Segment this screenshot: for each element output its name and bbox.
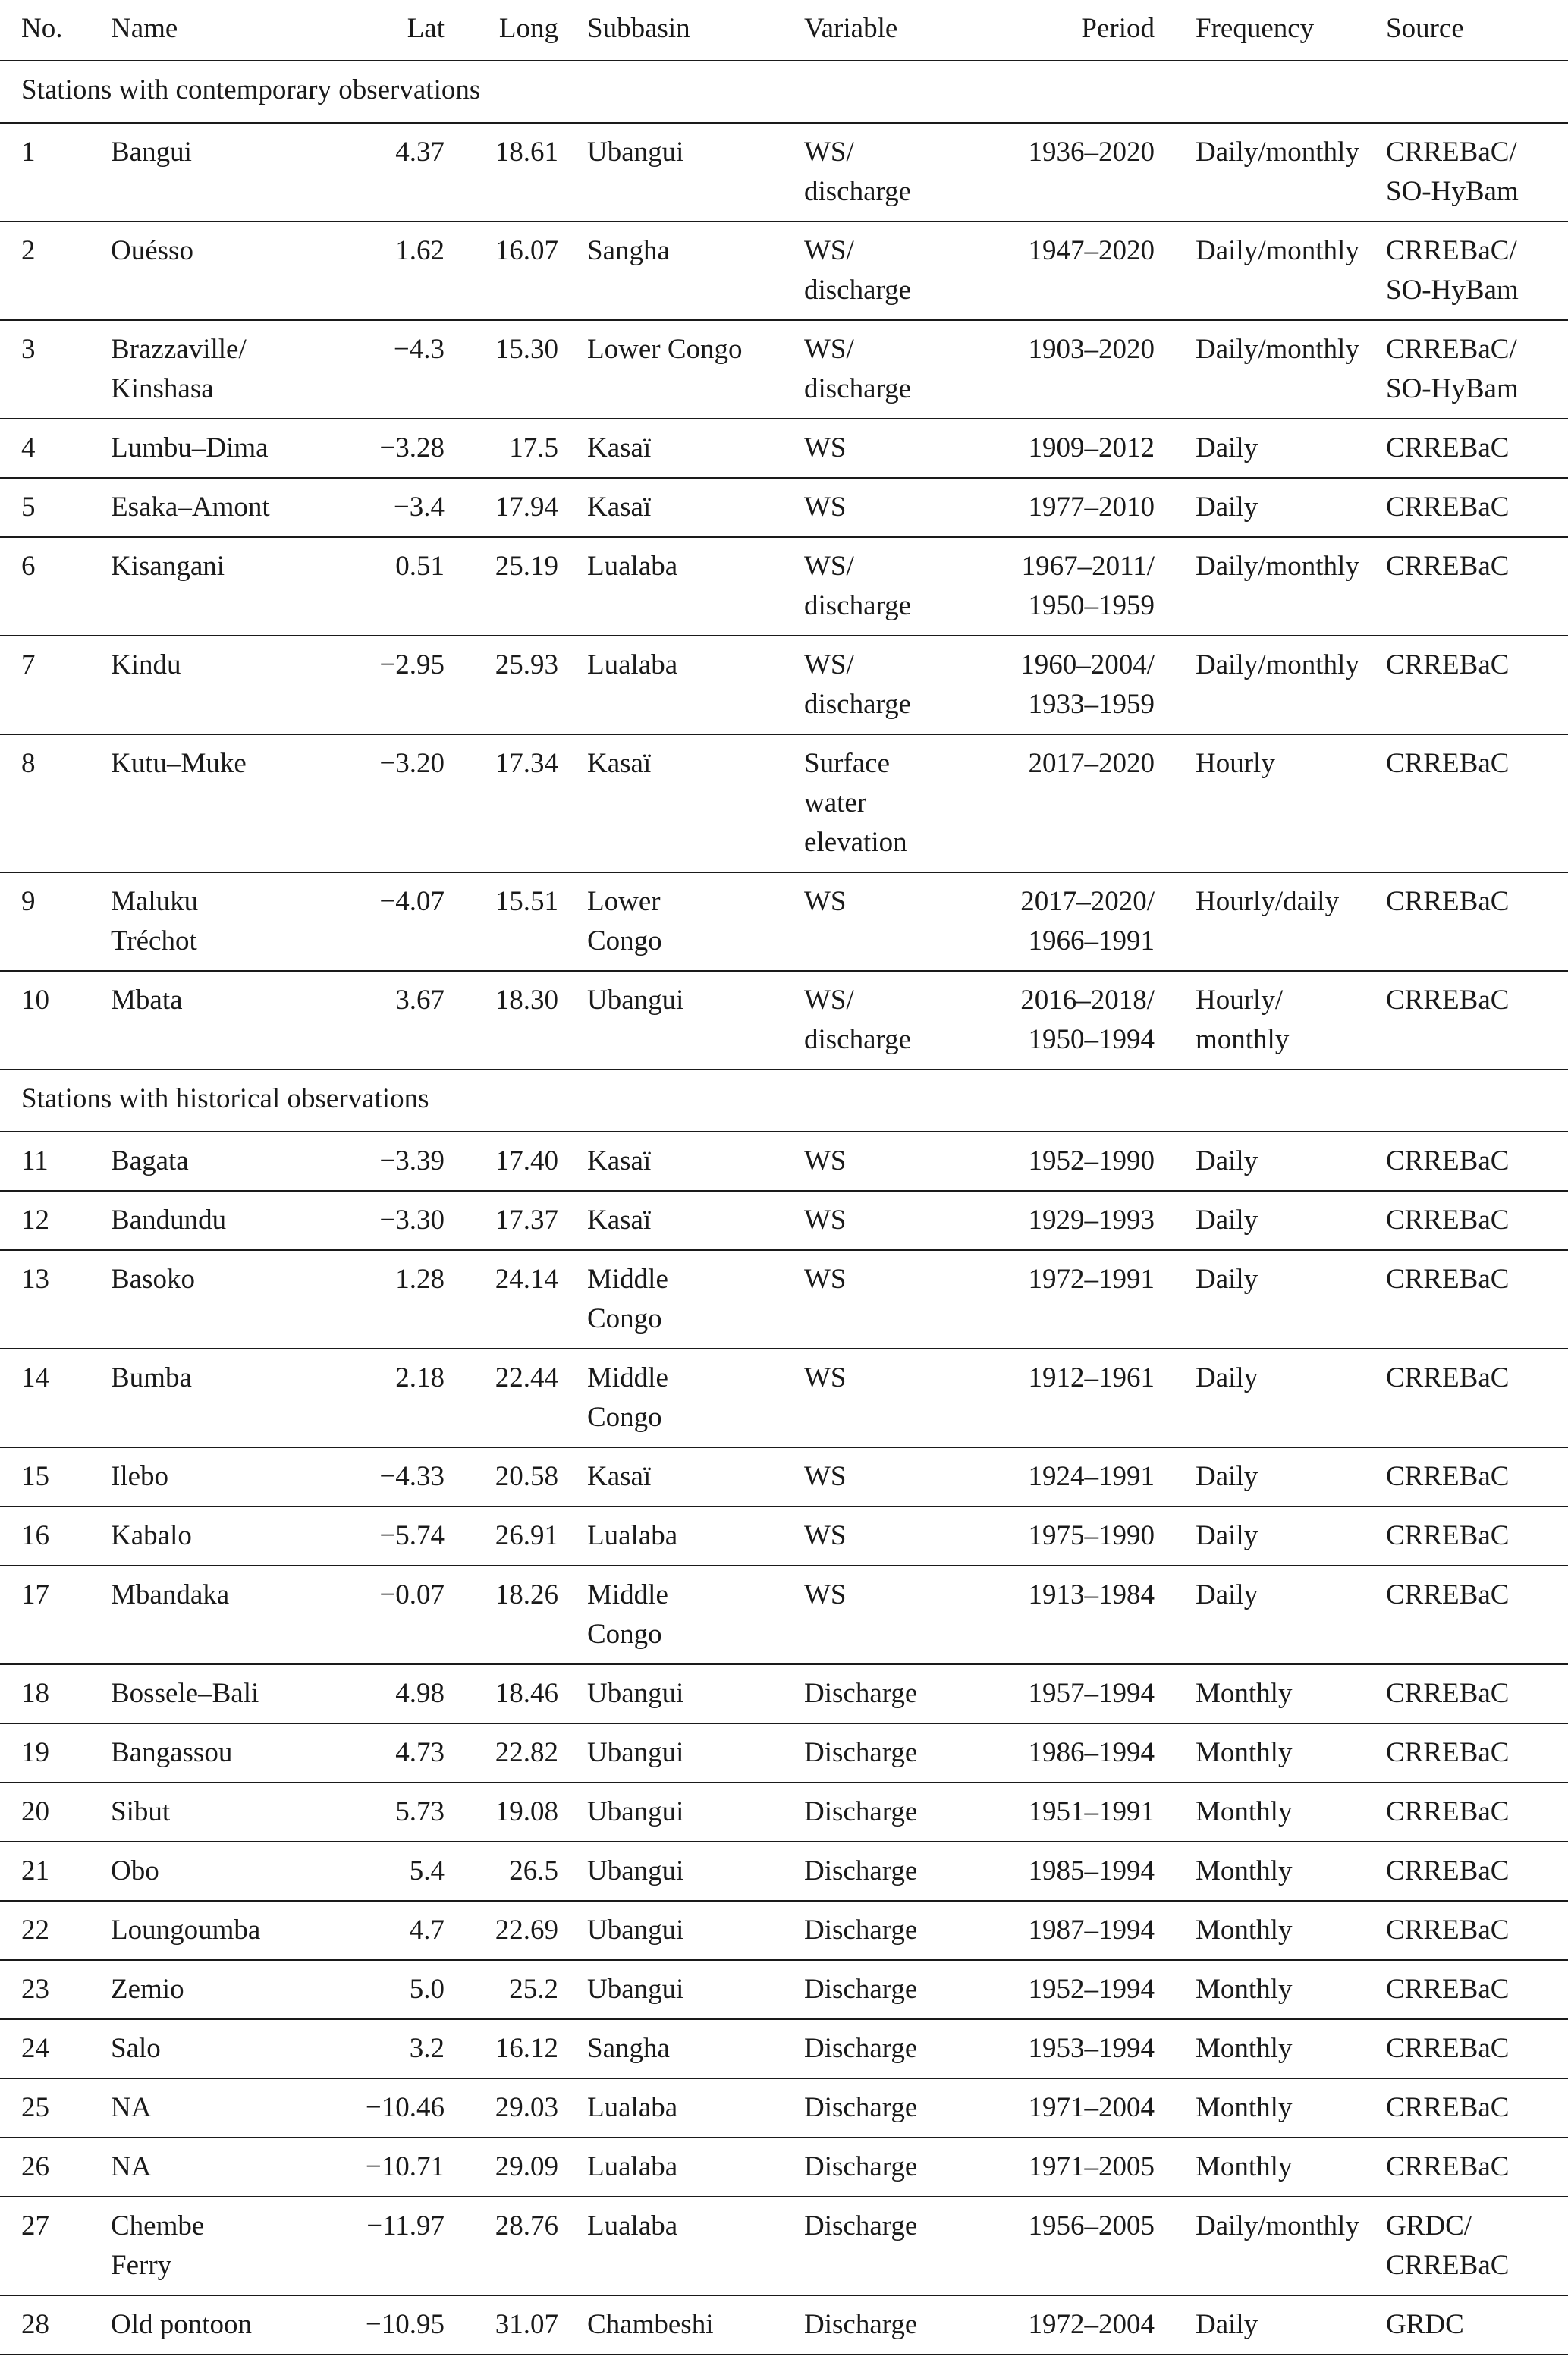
cell-lat: 1.28 bbox=[294, 1250, 445, 1349]
cell-name: NA bbox=[90, 2078, 294, 2138]
cell-no: 23 bbox=[0, 1960, 90, 2019]
cell-no: 12 bbox=[0, 1191, 90, 1250]
cell-variable: WS/ discharge bbox=[775, 320, 939, 419]
cell-source: CRREBaC bbox=[1383, 478, 1568, 537]
cell-period: 1912–1961 bbox=[939, 1349, 1155, 1447]
cell-subbasin: Chambeshi bbox=[558, 2295, 775, 2354]
cell-lat: 3.67 bbox=[294, 971, 445, 1070]
cell-lat: 5.4 bbox=[294, 1842, 445, 1901]
cell-variable: Discharge bbox=[775, 1901, 939, 1960]
section-historical-label: Stations with historical observations bbox=[0, 1070, 1568, 1132]
cell-name: Kutu–Muke bbox=[90, 734, 294, 872]
cell-name: Bumba bbox=[90, 1349, 294, 1447]
cell-variable: WS/ discharge bbox=[775, 636, 939, 734]
cell-subbasin: Middle Congo bbox=[558, 1566, 775, 1664]
cell-subbasin: Lower Congo bbox=[558, 872, 775, 971]
cell-source: CRREBaC bbox=[1383, 1901, 1568, 1960]
cell-lat: −3.20 bbox=[294, 734, 445, 872]
table-row bbox=[0, 419, 1568, 478]
table-row bbox=[0, 537, 1568, 636]
cell-period: 1903–2020 bbox=[939, 320, 1155, 419]
cell-long: 20.58 bbox=[445, 1447, 558, 1506]
cell-variable: WS bbox=[775, 1132, 939, 1191]
cell-subbasin: Kasaï bbox=[558, 734, 775, 872]
cell-no: 15 bbox=[0, 1447, 90, 1506]
cell-name: Ilebo bbox=[90, 1447, 294, 1506]
table-row bbox=[0, 123, 1568, 221]
cell-name: Mbandaka bbox=[90, 1566, 294, 1664]
cell-source: CRREBaC bbox=[1383, 2078, 1568, 2138]
cell-no: 26 bbox=[0, 2138, 90, 2197]
cell-name: Kisangani bbox=[90, 537, 294, 636]
cell-lat: 4.37 bbox=[294, 123, 445, 221]
table-row bbox=[0, 1132, 1568, 1191]
cell-subbasin: Ubangui bbox=[558, 1723, 775, 1783]
cell-no: 18 bbox=[0, 1664, 90, 1723]
cell-source: CRREBaC bbox=[1383, 1349, 1568, 1447]
section-contemporary-label: Stations with contemporary observations bbox=[0, 61, 1568, 123]
cell-frequency: Daily bbox=[1155, 2295, 1383, 2354]
cell-subbasin: Ubangui bbox=[558, 123, 775, 221]
cell-name: Esaka–Amont bbox=[90, 478, 294, 537]
table-row bbox=[0, 734, 1568, 872]
cell-frequency: Monthly bbox=[1155, 1901, 1383, 1960]
cell-long: 15.51 bbox=[445, 872, 558, 971]
cell-variable: Discharge bbox=[775, 1960, 939, 2019]
cell-no: 10 bbox=[0, 971, 90, 1070]
cell-period: 2016–2018/ 1950–1994 bbox=[939, 971, 1155, 1070]
cell-source: CRREBaC bbox=[1383, 1842, 1568, 1901]
cell-frequency: Daily bbox=[1155, 1349, 1383, 1447]
cell-subbasin: Ubangui bbox=[558, 1783, 775, 1842]
cell-frequency: Daily bbox=[1155, 1506, 1383, 1566]
cell-source: CRREBaC bbox=[1383, 2138, 1568, 2197]
cell-name: Sibut bbox=[90, 1783, 294, 1842]
cell-name: Kindu bbox=[90, 636, 294, 734]
cell-source: CRREBaC bbox=[1383, 1566, 1568, 1664]
cell-subbasin: Ubangui bbox=[558, 971, 775, 1070]
table-row bbox=[0, 2019, 1568, 2078]
cell-period: 2017–2020 bbox=[939, 734, 1155, 872]
header-row bbox=[0, 0, 1568, 61]
cell-lat: −2.95 bbox=[294, 636, 445, 734]
cell-frequency: Monthly bbox=[1155, 1664, 1383, 1723]
cell-no: 28 bbox=[0, 2295, 90, 2354]
cell-variable: Discharge bbox=[775, 2019, 939, 2078]
cell-subbasin: Middle Congo bbox=[558, 1349, 775, 1447]
cell-lat: −4.33 bbox=[294, 1447, 445, 1506]
cell-lat: −3.39 bbox=[294, 1132, 445, 1191]
cell-variable: Discharge bbox=[775, 1723, 939, 1783]
cell-lat: 4.98 bbox=[294, 1664, 445, 1723]
header-long: Long bbox=[445, 0, 558, 61]
cell-frequency: Daily/monthly bbox=[1155, 2197, 1383, 2295]
cell-long: 18.26 bbox=[445, 1566, 558, 1664]
cell-lat: −3.28 bbox=[294, 419, 445, 478]
cell-frequency: Hourly/daily bbox=[1155, 872, 1383, 971]
table-row bbox=[0, 320, 1568, 419]
cell-source: CRREBaC/ SO-HyBam bbox=[1383, 320, 1568, 419]
cell-period: 1971–2005 bbox=[939, 2138, 1155, 2197]
cell-subbasin: Lualaba bbox=[558, 1506, 775, 1566]
cell-no: 3 bbox=[0, 320, 90, 419]
cell-long: 19.08 bbox=[445, 1783, 558, 1842]
cell-no: 9 bbox=[0, 872, 90, 971]
cell-source: CRREBaC bbox=[1383, 537, 1568, 636]
header-source: Source bbox=[1383, 0, 1568, 61]
cell-subbasin: Sangha bbox=[558, 2019, 775, 2078]
cell-variable: WS bbox=[775, 1566, 939, 1664]
cell-subbasin: Kasaï bbox=[558, 478, 775, 537]
cell-subbasin: Lualaba bbox=[558, 636, 775, 734]
cell-name: Bandundu bbox=[90, 1191, 294, 1250]
cell-frequency: Monthly bbox=[1155, 1723, 1383, 1783]
cell-variable: Discharge bbox=[775, 2078, 939, 2138]
table-row bbox=[0, 1783, 1568, 1842]
cell-lat: −10.95 bbox=[294, 2295, 445, 2354]
cell-lat: −11.97 bbox=[294, 2197, 445, 2295]
table-row bbox=[0, 2295, 1568, 2354]
cell-variable: Discharge bbox=[775, 2138, 939, 2197]
cell-subbasin: Ubangui bbox=[558, 1842, 775, 1901]
cell-source: CRREBaC/ SO-HyBam bbox=[1383, 221, 1568, 320]
cell-name: Mbata bbox=[90, 971, 294, 1070]
cell-no: 4 bbox=[0, 419, 90, 478]
cell-period: 1936–2020 bbox=[939, 123, 1155, 221]
cell-period: 1977–2010 bbox=[939, 478, 1155, 537]
cell-variable: Discharge bbox=[775, 1783, 939, 1842]
cell-source: CRREBaC bbox=[1383, 1447, 1568, 1506]
section-historical bbox=[0, 1070, 1568, 1132]
cell-variable: WS bbox=[775, 872, 939, 971]
table-row bbox=[0, 1842, 1568, 1901]
cell-variable: Discharge bbox=[775, 2295, 939, 2354]
header-variable: Variable bbox=[775, 0, 939, 61]
cell-lat: 5.73 bbox=[294, 1783, 445, 1842]
cell-lat: 2.18 bbox=[294, 1349, 445, 1447]
table-row bbox=[0, 1250, 1568, 1349]
cell-lat: 3.2 bbox=[294, 2019, 445, 2078]
cell-period: 1986–1994 bbox=[939, 1723, 1155, 1783]
cell-lat: −10.46 bbox=[294, 2078, 445, 2138]
cell-subbasin: Lualaba bbox=[558, 537, 775, 636]
cell-subbasin: Kasaï bbox=[558, 1191, 775, 1250]
cell-subbasin: Kasaï bbox=[558, 419, 775, 478]
table-row bbox=[0, 1506, 1568, 1566]
header-subbasin: Subbasin bbox=[558, 0, 775, 61]
cell-frequency: Daily bbox=[1155, 1132, 1383, 1191]
cell-no: 21 bbox=[0, 1842, 90, 1901]
cell-period: 1971–2004 bbox=[939, 2078, 1155, 2138]
cell-variable: Surface water elevation bbox=[775, 734, 939, 872]
cell-long: 29.09 bbox=[445, 2138, 558, 2197]
cell-name: Bangui bbox=[90, 123, 294, 221]
cell-no: 5 bbox=[0, 478, 90, 537]
header-lat: Lat bbox=[294, 0, 445, 61]
cell-no: 1 bbox=[0, 123, 90, 221]
cell-frequency: Monthly bbox=[1155, 2138, 1383, 2197]
cell-long: 25.19 bbox=[445, 537, 558, 636]
table-header bbox=[0, 0, 1568, 61]
cell-period: 1972–2004 bbox=[939, 2295, 1155, 2354]
cell-lat: 0.51 bbox=[294, 537, 445, 636]
cell-long: 24.14 bbox=[445, 1250, 558, 1349]
cell-frequency: Daily/monthly bbox=[1155, 320, 1383, 419]
cell-name: Bagata bbox=[90, 1132, 294, 1191]
cell-name: Old pontoon bbox=[90, 2295, 294, 2354]
cell-lat: −0.07 bbox=[294, 1566, 445, 1664]
table-row bbox=[0, 872, 1568, 971]
table-row bbox=[0, 1349, 1568, 1447]
cell-period: 1909–2012 bbox=[939, 419, 1155, 478]
cell-name: Basoko bbox=[90, 1250, 294, 1349]
cell-variable: WS bbox=[775, 478, 939, 537]
cell-no: 8 bbox=[0, 734, 90, 872]
cell-source: CRREBaC bbox=[1383, 1664, 1568, 1723]
cell-no: 7 bbox=[0, 636, 90, 734]
cell-variable: WS/ discharge bbox=[775, 123, 939, 221]
cell-long: 17.94 bbox=[445, 478, 558, 537]
cell-period: 1967–2011/ 1950–1959 bbox=[939, 537, 1155, 636]
cell-name: Chembe Ferry bbox=[90, 2197, 294, 2295]
cell-no: 6 bbox=[0, 537, 90, 636]
cell-subbasin: Lualaba bbox=[558, 2138, 775, 2197]
cell-variable: WS bbox=[775, 1191, 939, 1250]
cell-long: 22.44 bbox=[445, 1349, 558, 1447]
cell-source: CRREBaC bbox=[1383, 872, 1568, 971]
cell-subbasin: Kasaï bbox=[558, 1132, 775, 1191]
cell-variable: WS/ discharge bbox=[775, 971, 939, 1070]
cell-name: NA bbox=[90, 2138, 294, 2197]
cell-no: 24 bbox=[0, 2019, 90, 2078]
cell-period: 1972–1991 bbox=[939, 1250, 1155, 1349]
cell-source: CRREBaC bbox=[1383, 1960, 1568, 2019]
cell-long: 26.91 bbox=[445, 1506, 558, 1566]
cell-period: 1985–1994 bbox=[939, 1842, 1155, 1901]
cell-period: 1947–2020 bbox=[939, 221, 1155, 320]
cell-variable: Discharge bbox=[775, 1842, 939, 1901]
cell-no: 11 bbox=[0, 1132, 90, 1191]
section-contemporary bbox=[0, 61, 1568, 123]
cell-long: 17.40 bbox=[445, 1132, 558, 1191]
cell-lat: −3.4 bbox=[294, 478, 445, 537]
cell-source: GRDC bbox=[1383, 2295, 1568, 2354]
cell-name: Brazzaville/ Kinshasa bbox=[90, 320, 294, 419]
cell-name: Loungoumba bbox=[90, 1901, 294, 1960]
cell-frequency: Hourly bbox=[1155, 734, 1383, 872]
cell-name: Obo bbox=[90, 1842, 294, 1901]
cell-long: 17.34 bbox=[445, 734, 558, 872]
cell-long: 18.46 bbox=[445, 1664, 558, 1723]
cell-long: 17.37 bbox=[445, 1191, 558, 1250]
cell-source: GRDC/ CRREBaC bbox=[1383, 2197, 1568, 2295]
cell-period: 1953–1994 bbox=[939, 2019, 1155, 2078]
cell-name: Bossele–Bali bbox=[90, 1664, 294, 1723]
cell-source: CRREBaC bbox=[1383, 1250, 1568, 1349]
header-frequency: Frequency bbox=[1155, 0, 1383, 61]
cell-variable: WS/ discharge bbox=[775, 537, 939, 636]
cell-no: 2 bbox=[0, 221, 90, 320]
cell-name: Lumbu–Dima bbox=[90, 419, 294, 478]
cell-subbasin: Ubangui bbox=[558, 1960, 775, 2019]
cell-name: Bangassou bbox=[90, 1723, 294, 1783]
cell-lat: −3.30 bbox=[294, 1191, 445, 1250]
cell-frequency: Monthly bbox=[1155, 1960, 1383, 2019]
cell-period: 1924–1991 bbox=[939, 1447, 1155, 1506]
table-row bbox=[0, 1191, 1568, 1250]
cell-source: CRREBaC bbox=[1383, 419, 1568, 478]
cell-variable: WS bbox=[775, 1349, 939, 1447]
cell-period: 1957–1994 bbox=[939, 1664, 1155, 1723]
cell-source: CRREBaC bbox=[1383, 1191, 1568, 1250]
cell-long: 22.82 bbox=[445, 1723, 558, 1783]
cell-long: 22.69 bbox=[445, 1901, 558, 1960]
cell-long: 29.03 bbox=[445, 2078, 558, 2138]
cell-no: 14 bbox=[0, 1349, 90, 1447]
cell-frequency: Daily/monthly bbox=[1155, 537, 1383, 636]
cell-no: 20 bbox=[0, 1783, 90, 1842]
cell-frequency: Monthly bbox=[1155, 2078, 1383, 2138]
table-row bbox=[0, 478, 1568, 537]
cell-variable: Discharge bbox=[775, 1664, 939, 1723]
cell-long: 15.30 bbox=[445, 320, 558, 419]
cell-no: 19 bbox=[0, 1723, 90, 1783]
table-row bbox=[0, 2078, 1568, 2138]
table-row bbox=[0, 1566, 1568, 1664]
header-no: No. bbox=[0, 0, 90, 61]
cell-long: 16.07 bbox=[445, 221, 558, 320]
cell-source: CRREBaC/ SO-HyBam bbox=[1383, 123, 1568, 221]
cell-source: CRREBaC bbox=[1383, 971, 1568, 1070]
cell-frequency: Daily bbox=[1155, 478, 1383, 537]
cell-frequency: Daily bbox=[1155, 1250, 1383, 1349]
cell-source: CRREBaC bbox=[1383, 734, 1568, 872]
cell-long: 18.30 bbox=[445, 971, 558, 1070]
cell-source: CRREBaC bbox=[1383, 1723, 1568, 1783]
cell-frequency: Monthly bbox=[1155, 1783, 1383, 1842]
cell-lat: 4.7 bbox=[294, 1901, 445, 1960]
cell-frequency: Monthly bbox=[1155, 2019, 1383, 2078]
cell-name: Kabalo bbox=[90, 1506, 294, 1566]
cell-period: 1975–1990 bbox=[939, 1506, 1155, 1566]
cell-frequency: Monthly bbox=[1155, 1842, 1383, 1901]
table-row bbox=[0, 636, 1568, 734]
cell-frequency: Hourly/ monthly bbox=[1155, 971, 1383, 1070]
cell-frequency: Daily bbox=[1155, 419, 1383, 478]
cell-variable: WS bbox=[775, 1506, 939, 1566]
cell-no: 16 bbox=[0, 1506, 90, 1566]
cell-subbasin: Lower Congo bbox=[558, 320, 775, 419]
table-row bbox=[0, 1901, 1568, 1960]
cell-long: 18.61 bbox=[445, 123, 558, 221]
table-row bbox=[0, 1960, 1568, 2019]
cell-long: 26.5 bbox=[445, 1842, 558, 1901]
cell-subbasin: Ubangui bbox=[558, 1901, 775, 1960]
table-row bbox=[0, 221, 1568, 320]
cell-name: Maluku Tréchot bbox=[90, 872, 294, 971]
cell-period: 2017–2020/ 1966–1991 bbox=[939, 872, 1155, 971]
cell-long: 17.5 bbox=[445, 419, 558, 478]
cell-source: CRREBaC bbox=[1383, 636, 1568, 734]
cell-long: 25.2 bbox=[445, 1960, 558, 2019]
cell-source: CRREBaC bbox=[1383, 2019, 1568, 2078]
cell-frequency: Daily bbox=[1155, 1566, 1383, 1664]
cell-source: CRREBaC bbox=[1383, 1506, 1568, 1566]
cell-subbasin: Sangha bbox=[558, 221, 775, 320]
table-row bbox=[0, 2197, 1568, 2295]
header-name: Name bbox=[90, 0, 294, 61]
cell-lat: 4.73 bbox=[294, 1723, 445, 1783]
cell-variable: WS bbox=[775, 1447, 939, 1506]
cell-period: 1960–2004/ 1933–1959 bbox=[939, 636, 1155, 734]
cell-subbasin: Lualaba bbox=[558, 2197, 775, 2295]
header-period: Period bbox=[939, 0, 1155, 61]
cell-subbasin: Middle Congo bbox=[558, 1250, 775, 1349]
cell-source: CRREBaC bbox=[1383, 1783, 1568, 1842]
cell-variable: WS/ discharge bbox=[775, 221, 939, 320]
cell-variable: Discharge bbox=[775, 2197, 939, 2295]
cell-long: 25.93 bbox=[445, 636, 558, 734]
cell-lat: −5.74 bbox=[294, 1506, 445, 1566]
table-row bbox=[0, 1664, 1568, 1723]
cell-no: 27 bbox=[0, 2197, 90, 2295]
cell-period: 1956–2005 bbox=[939, 2197, 1155, 2295]
cell-name: Ouésso bbox=[90, 221, 294, 320]
cell-long: 28.76 bbox=[445, 2197, 558, 2295]
cell-no: 22 bbox=[0, 1901, 90, 1960]
cell-frequency: Daily/monthly bbox=[1155, 123, 1383, 221]
cell-subbasin: Kasaï bbox=[558, 1447, 775, 1506]
cell-lat: 1.62 bbox=[294, 221, 445, 320]
table-row bbox=[0, 1447, 1568, 1506]
cell-name: Zemio bbox=[90, 1960, 294, 2019]
cell-period: 1987–1994 bbox=[939, 1901, 1155, 1960]
cell-no: 17 bbox=[0, 1566, 90, 1664]
cell-period: 1929–1993 bbox=[939, 1191, 1155, 1250]
cell-lat: 5.0 bbox=[294, 1960, 445, 2019]
cell-frequency: Daily bbox=[1155, 1191, 1383, 1250]
cell-name: Salo bbox=[90, 2019, 294, 2078]
cell-lat: −4.07 bbox=[294, 872, 445, 971]
table-row bbox=[0, 1723, 1568, 1783]
cell-variable: WS bbox=[775, 419, 939, 478]
cell-subbasin: Ubangui bbox=[558, 1664, 775, 1723]
cell-period: 1952–1994 bbox=[939, 1960, 1155, 2019]
cell-long: 31.07 bbox=[445, 2295, 558, 2354]
cell-source: CRREBaC bbox=[1383, 1132, 1568, 1191]
cell-subbasin: Lualaba bbox=[558, 2078, 775, 2138]
cell-period: 1951–1991 bbox=[939, 1783, 1155, 1842]
cell-frequency: Daily bbox=[1155, 1447, 1383, 1506]
cell-variable: WS bbox=[775, 1250, 939, 1349]
cell-period: 1913–1984 bbox=[939, 1566, 1155, 1664]
cell-long: 16.12 bbox=[445, 2019, 558, 2078]
cell-frequency: Daily/monthly bbox=[1155, 636, 1383, 734]
cell-no: 13 bbox=[0, 1250, 90, 1349]
cell-lat: −10.71 bbox=[294, 2138, 445, 2197]
table-row bbox=[0, 971, 1568, 1070]
table-body bbox=[0, 61, 1568, 2354]
cell-period: 1952–1990 bbox=[939, 1132, 1155, 1191]
cell-lat: −4.3 bbox=[294, 320, 445, 419]
cell-no: 25 bbox=[0, 2078, 90, 2138]
cell-frequency: Daily/monthly bbox=[1155, 221, 1383, 320]
table-row bbox=[0, 2138, 1568, 2197]
